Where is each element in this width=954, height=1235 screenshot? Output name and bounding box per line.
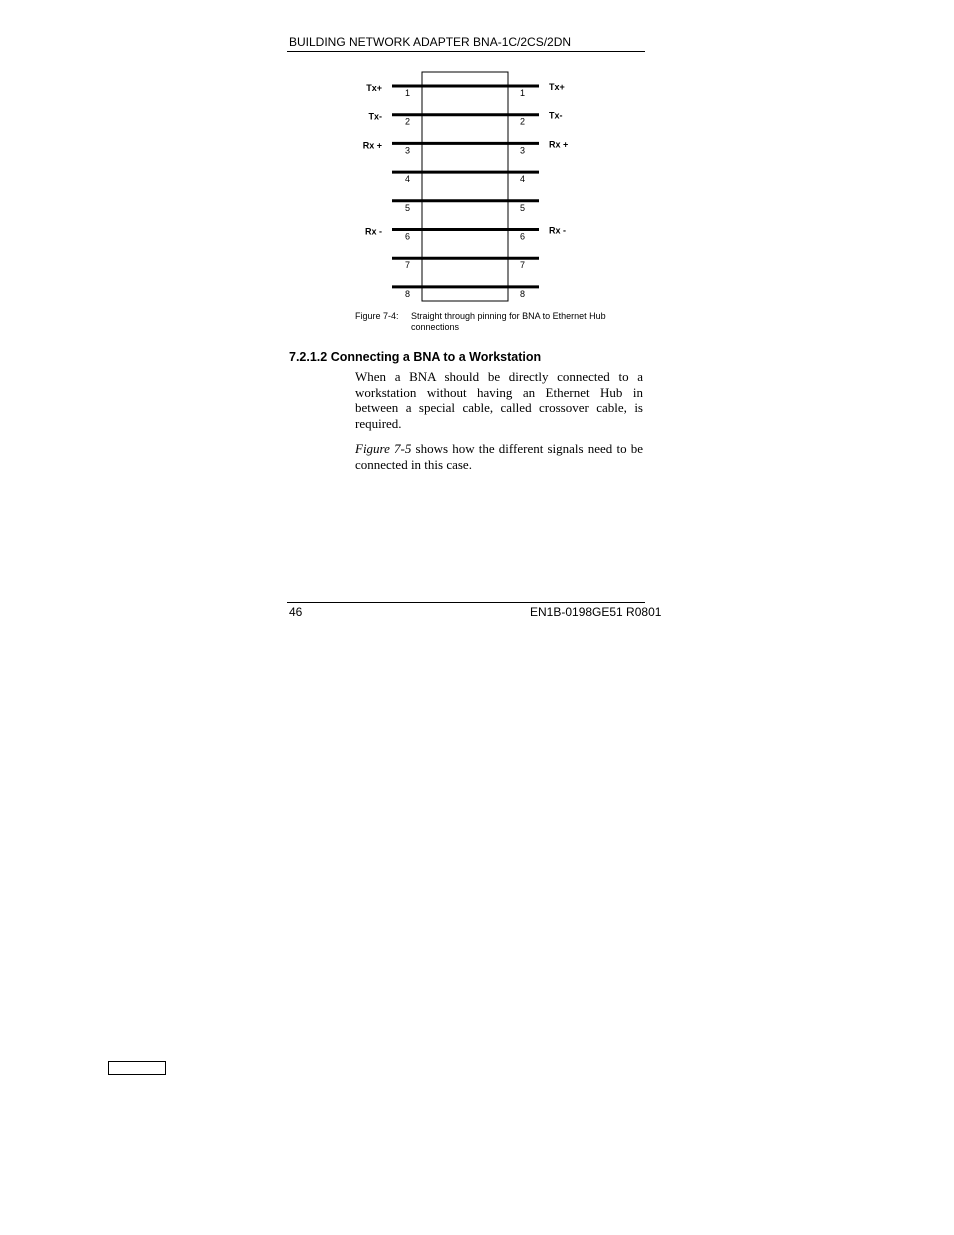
- running-header: BUILDING NETWORK ADAPTER BNA-1C/2CS/2DN: [289, 35, 572, 49]
- pin-number-left-1: 1: [405, 88, 411, 98]
- pin-number-right-4: 4: [520, 174, 526, 185]
- body-paragraph-1: When a BNA should be directly connected to a workstation without having an Ethernet Hub in between a special cable, called crossover cable, is required.: [355, 369, 643, 432]
- figure-number: Figure 7-4:: [355, 311, 399, 321]
- pin-number-right-6: 6: [520, 231, 526, 242]
- page-number: 46: [289, 605, 303, 619]
- section-heading: 7.2.1.2 Connecting a BNA to a Workstation: [289, 350, 542, 364]
- pin-number-right-5: 5: [520, 202, 526, 213]
- document-id: EN1B-0198GE51 R0801: [530, 605, 662, 619]
- connector-box: [422, 72, 508, 301]
- signal-label-left-6: Rx -: [364, 226, 382, 237]
- pin-number-right-3: 3: [520, 145, 526, 156]
- signal-label-left-2: Tx-: [368, 111, 382, 122]
- signal-label-right-3: Rx +: [549, 139, 569, 150]
- signal-label-right-2: Tx-: [549, 110, 563, 121]
- pinning-diagram: [340, 66, 600, 306]
- pin-number-left-5: 5: [405, 202, 411, 213]
- pin-number-right-2: 2: [520, 116, 526, 127]
- signal-label-left-1: Tx+: [366, 83, 382, 93]
- paragraph-2-text: shows how the different signals need to be connected in this case.: [355, 441, 643, 472]
- signal-label-left-3: Rx +: [362, 140, 382, 151]
- pin-number-right-7: 7: [520, 260, 526, 271]
- figure-reference: Figure 7-5: [355, 441, 412, 456]
- pin-number-left-7: 7: [405, 260, 411, 271]
- corner-box: [108, 1061, 166, 1075]
- figure-caption: Straight through pinning for BNA to Ethernet Hub connections: [411, 311, 606, 332]
- pin-number-left-2: 2: [405, 116, 411, 127]
- pin-number-left-4: 4: [405, 174, 411, 185]
- pin-number-left-8: 8: [405, 288, 411, 299]
- signal-label-right-1: Tx+: [549, 82, 565, 92]
- footer-rule: [287, 602, 645, 603]
- body-paragraph-2: [355, 441, 643, 472]
- signal-label-right-6: Rx -: [549, 225, 567, 236]
- pin-number-left-6: 6: [405, 231, 411, 242]
- pin-number-right-1: 1: [520, 88, 526, 98]
- pin-number-right-8: 8: [520, 288, 526, 299]
- header-rule: [287, 51, 645, 52]
- pin-number-left-3: 3: [405, 145, 411, 156]
